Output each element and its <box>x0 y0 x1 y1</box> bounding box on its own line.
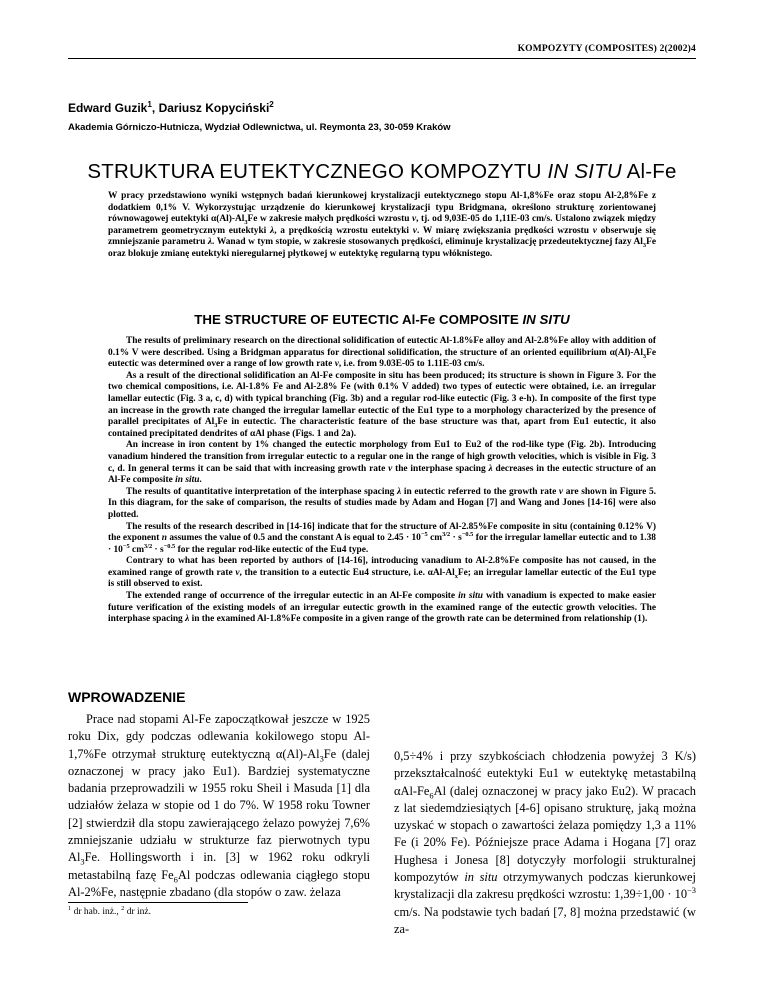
abstract-pl-symbol: v <box>592 225 597 236</box>
abstract-en-text: cm <box>427 533 443 544</box>
abstract-english <box>108 336 656 626</box>
abstract-en-paragraph <box>108 440 656 486</box>
affiliation: Akademia Górniczo-Hutnicza, Wydział Odlewnictwa, ul. Reymonta 23, 30-059 Kraków <box>68 122 451 133</box>
body-sub: 6 <box>173 874 178 885</box>
title-english <box>68 312 696 327</box>
abstract-pl-sub: 3 <box>244 219 248 227</box>
abstract-en-text: · s <box>152 544 164 555</box>
abstract-en-symbol: λ <box>488 463 493 474</box>
abstract-en-paragraph <box>108 556 656 591</box>
abstract-en-sup: −5 <box>122 542 130 550</box>
author-separator: , <box>151 101 159 115</box>
body-paragraph <box>394 748 696 938</box>
abstract-en-text: the interphase spacing <box>392 463 489 474</box>
abstract-pl-symbol: λ <box>207 237 213 248</box>
body-text: 0,5÷4% i przy szybkościach chłodzenia powyżej 3 K/s) przekształcalność eutektyki Eu1 w eutektykę metastabilną αAl-Fe <box>394 749 696 798</box>
abstract-en-paragraph <box>108 591 656 626</box>
title-english-italic: IN SITU <box>522 312 570 327</box>
abstract-en-text: assumes the value of 0.5 and the constant A is equal to 2.45 · 10 <box>166 533 421 544</box>
abstract-en-symbol: n <box>161 533 167 544</box>
abstract-en-text: for the irregular lamellar eutectic and to 1.38 · 10 <box>108 533 656 555</box>
abstract-en-sup: −5 <box>420 530 428 538</box>
footnote-mark: 1 <box>68 904 72 912</box>
abstract-en-paragraph <box>108 487 656 522</box>
abstract-pl-symbol: v <box>411 214 417 225</box>
author-1-mark: 1 <box>147 100 152 109</box>
abstract-en-text: Contrary to what has been reported by authors of [14-16], introducing vanadium to Al-2.8%Fe composite has not caused, in the examined range of growth rate <box>108 556 656 578</box>
authors <box>68 101 274 115</box>
title-polish-end: Al-Fe <box>621 160 677 183</box>
author-2: Dariusz Kopyciński <box>158 101 270 115</box>
abstract-en-text: in eutectic referred to the growth rate <box>401 486 559 497</box>
body-sub: 6 <box>429 790 434 801</box>
abstract-en-text: for the regular rod-like eutectic of the Eu4 type. <box>175 544 369 555</box>
abstract-pl-text: Fe oraz blokuje zmianę eutektyki nieregularnej płytkowej w eutektykę regularną typu włóknistego. <box>108 237 656 259</box>
abstract-en-text: As a result of the directional solidification an Al-Fe composite in situ has been produced; its structure is shown in Figure 3. For the two chemical compositions, i.e. Al-1.8% Fe and Al-2.8% Fe (with 0.1% V added) two types of eutectic were obtained, i.e. an irregular lamellar eutectic (Fig. 3 a, c, d) with typical branching (Fig. 3b) and a regular rod-like eutectic (Fig. 3 e-h). In composite of the first type an increase in the growth rate changed the irregular lamellar eutectic of the Eu1 type to a morphology characterized by the presence of parallel precipitates of Al <box>108 370 656 428</box>
journal-header: KOMPOZYTY (COMPOSITES) 2(2002)4 <box>517 44 696 54</box>
abstract-pl-symbol: λ <box>270 225 275 236</box>
author-2-mark: 2 <box>269 100 274 109</box>
abstract-en-text: are shown in Figure 5. In this diagram, for the sake of comparison, the results of studies made by Adam and Hogan [7] and Wang and Jones [14-16] were also plotted. <box>108 486 657 520</box>
abstract-en-sub: x <box>454 572 458 580</box>
abstract-en-text: · s <box>450 533 462 544</box>
body-column-left <box>68 711 370 901</box>
footnote-text: dr hab. inż., <box>71 907 122 917</box>
abstract-en-symbol: v <box>235 567 240 578</box>
abstract-en-text: decreases in the eutectic structure of an Al-Fe composite <box>108 463 656 486</box>
abstract-pl-text: , a prędkością wzrostu eutektyki <box>274 225 413 236</box>
abstract-en-sup: 3/2 <box>442 530 451 538</box>
section-heading: WPROWADZENIE <box>68 689 186 705</box>
body-text: Fe (dalej oznaczonej w pracy jako Eu1). Bardziej systematyczne badania przeprowadzili w 1955 roku Sheil i Masuda [1] dla udziałów żelaza w stopie od 1 do 7%. W 1958 roku Towner [2] stwierdził dla stopu zawierającego żelazo powyżej 7,6% zmniejszanie udziału w strukturze faz pierwotnych typu Al <box>68 746 370 865</box>
abstract-en-text: Fe in eutectic. The characteristic feature of the base structure was that, apart from Eu1 eutectic, it also contained precipitated dendrites of αAl phase (Figs. 1 and 2a). <box>108 417 656 439</box>
abstract-en-text: An increase in iron content by 1% changed the eutectic morphology from Eu1 to Eu2 of the rod-like type (Fig. 2b). Introducing vanadium hindered the transition from irregular eutectic to a regular one in the range of high growth velocities, which is visible in Fig. 3 c, d. In general terms it can be said that with increasing growth rate <box>108 440 656 474</box>
header-rule <box>68 58 696 59</box>
body-text: Al (dalej oznaczonej w pracy jako Eu2). W pracach z lat siedemdziesiątych [4-6] opisano strukturę, jaką można uzyskać w stopach o zawartości żelaza pomiędzy 1,3 a 11% Fe (i 20% Fe). Późniejsze prace Adama i Hogana [7] oraz Hughesa i Jonesa [8] dotyczyły morfologii strukturalnej kompozytów <box>394 783 696 885</box>
footnote-rule <box>68 902 248 903</box>
abstract-en-text: The results of the research described in [14-16] indicate that for the structure of Al-2.85%Fe composite in situ (containing 0.12% V) the exponent <box>108 521 656 544</box>
body-sup: −3 <box>687 885 696 896</box>
body-text: otrzymywanych podczas kierunkowej krystalizacji dla zakresu prędkości wzrostu: 1,39÷1,00 · 10 <box>394 870 696 902</box>
body-paragraph <box>68 711 370 901</box>
body-sub: 3 <box>319 753 324 764</box>
abstract-en-paragraph <box>108 522 656 557</box>
abstract-en-text: , i.e. from 9.03E-05 to 1.11E-03 cm/s. <box>338 359 485 370</box>
abstract-pl-text: , tj. od 9,03E-05 do 1,11E-03 cm/s. Ustalono związek między parametrem geometrycznym eutektyki <box>108 214 656 236</box>
abstract-en-text: cm <box>129 544 145 555</box>
abstract-pl-text: Fe w zakresie małych prędkości wzrostu <box>247 214 412 225</box>
body-sub: 3 <box>80 856 85 867</box>
abstract-polish <box>108 191 656 261</box>
abstract-en-paragraph <box>108 371 656 441</box>
title-polish-italic: IN SITU <box>547 160 622 183</box>
abstract-pl-text: W pracy przedstawiono wyniki wstępnych badań kierunkowej krystalizacji eutektycznego stopu Al-1,8%Fe oraz stopu Al-2,8%Fe z dodatkiem 0,1% V. Wykorzystując urządzenie do kierunkowej krystalizacji typu Bridgmana, określono strukturę zorientowanej równowagowej eutektyki α(Al)-Al <box>108 191 656 225</box>
abstract-en-text: Fe; an irregular lamellar eutectic of the Eu1 type is still observed to exist. <box>108 567 656 590</box>
footnote <box>68 904 151 917</box>
author-1: Edward Guzik <box>68 101 148 115</box>
abstract-en-text: Fe eutectic was determined over a range of low growth rate <box>108 347 656 370</box>
abstract-en-sup: −0.5 <box>461 530 474 538</box>
title-polish-text: STRUKTURA EUTEKTYCZNEGO KOMPOZYTU <box>87 160 548 183</box>
abstract-en-symbol: v <box>388 463 393 474</box>
abstract-en-sub: 3 <box>214 422 218 430</box>
abstract-en-symbol: λ <box>397 486 402 497</box>
abstract-en-sup: −0.5 <box>163 542 176 550</box>
abstract-en-symbol: v <box>334 359 339 370</box>
body-column-right <box>394 748 696 938</box>
abstract-en-paragraph <box>108 336 656 371</box>
abstract-en-italic: in situ <box>175 475 200 486</box>
abstract-en-text: with vanadium is expected to make easier future verification of the existing models of an irregular eutectic growth in the examined range of the eutectic growth velocities. The interphase spacing <box>108 591 656 625</box>
abstract-en-text: , the transition to a eutectic Eu4 structure, i.e. αAl-Al <box>239 567 455 578</box>
body-text: cm/s. Na podstawie tych badań [7, 8] można przedstawić (w za- <box>394 904 696 936</box>
body-italic: in situ <box>464 870 498 885</box>
abstract-en-text: in the examined Al-1.8%Fe composite in a given range of the growth rate can be determined from relationship (1). <box>189 614 648 625</box>
abstract-en-text: The extended range of occurrence of the irregular eutectic in an Al-Fe composite <box>126 591 459 602</box>
abstract-en-text: The results of quantitative interpretation of the interphase spacing <box>126 486 398 497</box>
title-english-text: THE STRUCTURE OF EUTECTIC Al-Fe COMPOSITE <box>194 312 523 327</box>
abstract-en-sub: 3 <box>642 352 647 360</box>
abstract-pl-text: . Wanad w tym stopie, w zakresie stosowanych prędkości, eliminuje krystalizację przedeutektycznej fazy Al <box>212 237 643 248</box>
abstract-pl-symbol: v <box>412 225 417 236</box>
abstract-pl-sub: 3 <box>642 242 647 250</box>
abstract-en-italic: in situ <box>458 591 483 602</box>
abstract-en-symbol: λ <box>185 614 190 625</box>
abstract-en-text: . <box>199 475 202 486</box>
abstract-pl-text: obserwuje się zmniejszanie parametru <box>108 225 656 248</box>
body-text: Fe. Hollingsworth i in. [3] w 1962 roku odkryli metastabilną fazę Fe <box>68 850 370 882</box>
footnote-text: dr inż. <box>124 907 151 917</box>
abstract-en-sup: 3/2 <box>144 542 153 550</box>
abstract-en-symbol: v <box>558 486 564 497</box>
body-text: Prace nad stopami Al-Fe zapoczątkował jeszcze w 1925 roku Dix, gdy podczas odlewania kokilowego stopu Al-1,7%Fe otrzymał strukturę eutektyczną α(Al)-Al <box>68 712 370 761</box>
title-polish <box>68 160 696 184</box>
footnote-mark: 2 <box>121 904 125 912</box>
abstract-pl-text: . W miarę zwiększania prędkości wzrostu <box>416 225 593 236</box>
abstract-en-text: The results of preliminary research on the directional solidification of eutectic Al-1.8%Fe alloy and Al-2.8%Fe alloy with addition of 0.1% V were described. Using a Bridgman apparatus for directional solidification, the structure of an oriented equilibrium α(Al)-Al <box>108 336 656 358</box>
body-text: Al podczas odlewania ciągłego stopu Al-2%Fe, następnie zbadano (dla stopów o zaw. żelaza <box>68 867 370 899</box>
